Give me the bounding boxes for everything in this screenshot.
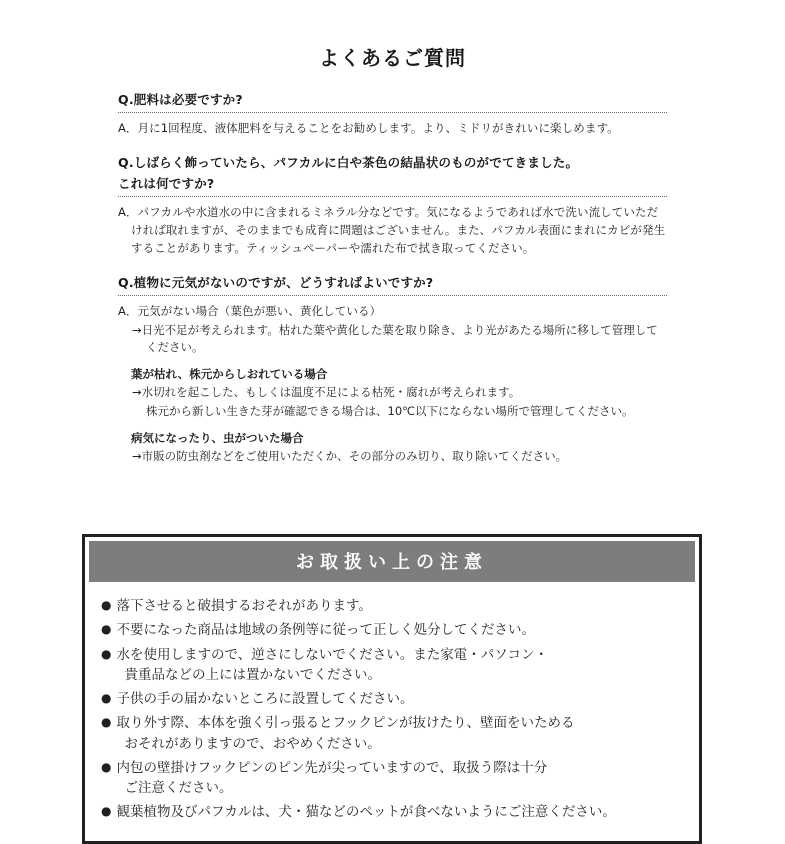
faq-item-3	[118, 274, 667, 467]
bullet-icon: ●	[101, 646, 112, 661]
faq-section	[118, 91, 667, 466]
bullet-icon: ●	[101, 715, 112, 730]
faq-answer-1: A．月に1回程度、液体肥料を与えることをお勧めします。より、ミドリがきれいに楽しめます。	[118, 121, 619, 136]
faq-answer-2: A．パフカルや水道水の中に含まれるミネラル分などです。気になるようであれば水で洗い流していただければ取れますが、そのままでも成育に問題はございません。また、パフカル表面にまれにカビが発生することがあります。ティッシュペーパーや濡れた布で拭き取ってください。	[118, 205, 666, 255]
notice-box	[82, 534, 702, 844]
faq-divider-1	[118, 112, 667, 113]
page-title: よくあるご質問	[319, 46, 466, 70]
faq-divider-2	[118, 196, 667, 197]
bullet-icon: ●	[101, 598, 112, 612]
bullet-icon: ●	[101, 759, 112, 774]
bullet-icon: ●	[101, 622, 112, 637]
faq-answer-3-sub3-body: →市販の防虫剤などをご使用いただくか、その部分のみ切り、取り除いてください。	[132, 449, 568, 464]
faq-answer-3-sub1-body: →日光不足が考えられます。枯れた葉や黄化した葉を取り除き、より光があたる場所に移して管理してください。	[132, 322, 658, 355]
notice-item-text-line1: 水を使用しますので、逆さにしないでください。また家電・パソコン・	[116, 646, 548, 663]
notice-item-text: 子供の手の届かないところに設置してください。	[116, 691, 414, 707]
faq-answer-3-sub2-head: 葉が枯れ、株元からしおれている場合	[131, 367, 328, 382]
notice-item-text-line2: おそれがありますので、おやめください。	[124, 735, 381, 752]
bullet-icon: ●	[101, 691, 112, 705]
notice-item	[101, 689, 683, 709]
faq-question-2-line1: Q.しばらく飾っていたら、パフカルに白や茶色の結晶状のものがでてきました。	[118, 154, 579, 170]
notice-item-text-line2: 貴重品などの上には置かないでください。	[124, 666, 381, 683]
notice-list	[85, 586, 699, 841]
notice-item	[101, 596, 683, 616]
faq-question-1: Q.肥料は必要ですか?	[118, 92, 243, 107]
faq-answer-3: A．元気がない場合（葉色が悪い、黄化している）	[118, 303, 382, 318]
notice-item-text-line1: 内包の壁掛けフックピンのピン先が尖っていますので、取扱う際は十分	[116, 759, 548, 776]
notice-item-text	[116, 645, 683, 686]
notice-item-text: 落下させると破損するおそれがあります。	[116, 598, 372, 614]
notice-item	[101, 620, 683, 640]
faq-answer-3-sub3-head: 病気になったり、虫がついた場合	[131, 431, 304, 446]
faq-question-3: Q.植物に元気がないのですが、どうすればよいですか?	[118, 274, 434, 290]
notice-item-text	[116, 758, 683, 799]
notice-header: お取扱い上の注意	[89, 541, 695, 582]
faq-answer-3-sub2-body: →水切れを起こした、もしくは温度不足による枯死・腐れが考えられます。	[132, 385, 521, 400]
faq-item-2	[118, 154, 667, 258]
notice-item	[101, 645, 683, 686]
faq-item-1	[118, 91, 667, 138]
notice-item-text	[116, 713, 683, 754]
notice-item-text: 不要になった商品は地域の条例等に従って正しく処分してください。	[116, 622, 535, 639]
faq-answer-3-sub2-body2: 株元から新しい生きた芽が確認できる場合は、10℃以下にならない場所で管理してください。	[146, 404, 634, 419]
notice-item-text: 観葉植物及びパフカルは、犬・猫などのペットが食べないようにご注意ください。	[116, 804, 616, 821]
notice-item	[101, 713, 683, 754]
notice-item	[101, 802, 683, 822]
bullet-icon: ●	[101, 804, 112, 819]
notice-item	[101, 758, 683, 799]
notice-item-text-line2: ご注意ください。	[124, 780, 233, 796]
faq-divider-3	[118, 295, 667, 296]
faq-question-2-line2: これは何ですか?	[118, 176, 215, 192]
document-page	[0, 42, 785, 829]
notice-item-text-line1: 取り外す際、本体を強く引っ張るとフックピンが抜けたり、壁面をいためる	[116, 715, 575, 732]
